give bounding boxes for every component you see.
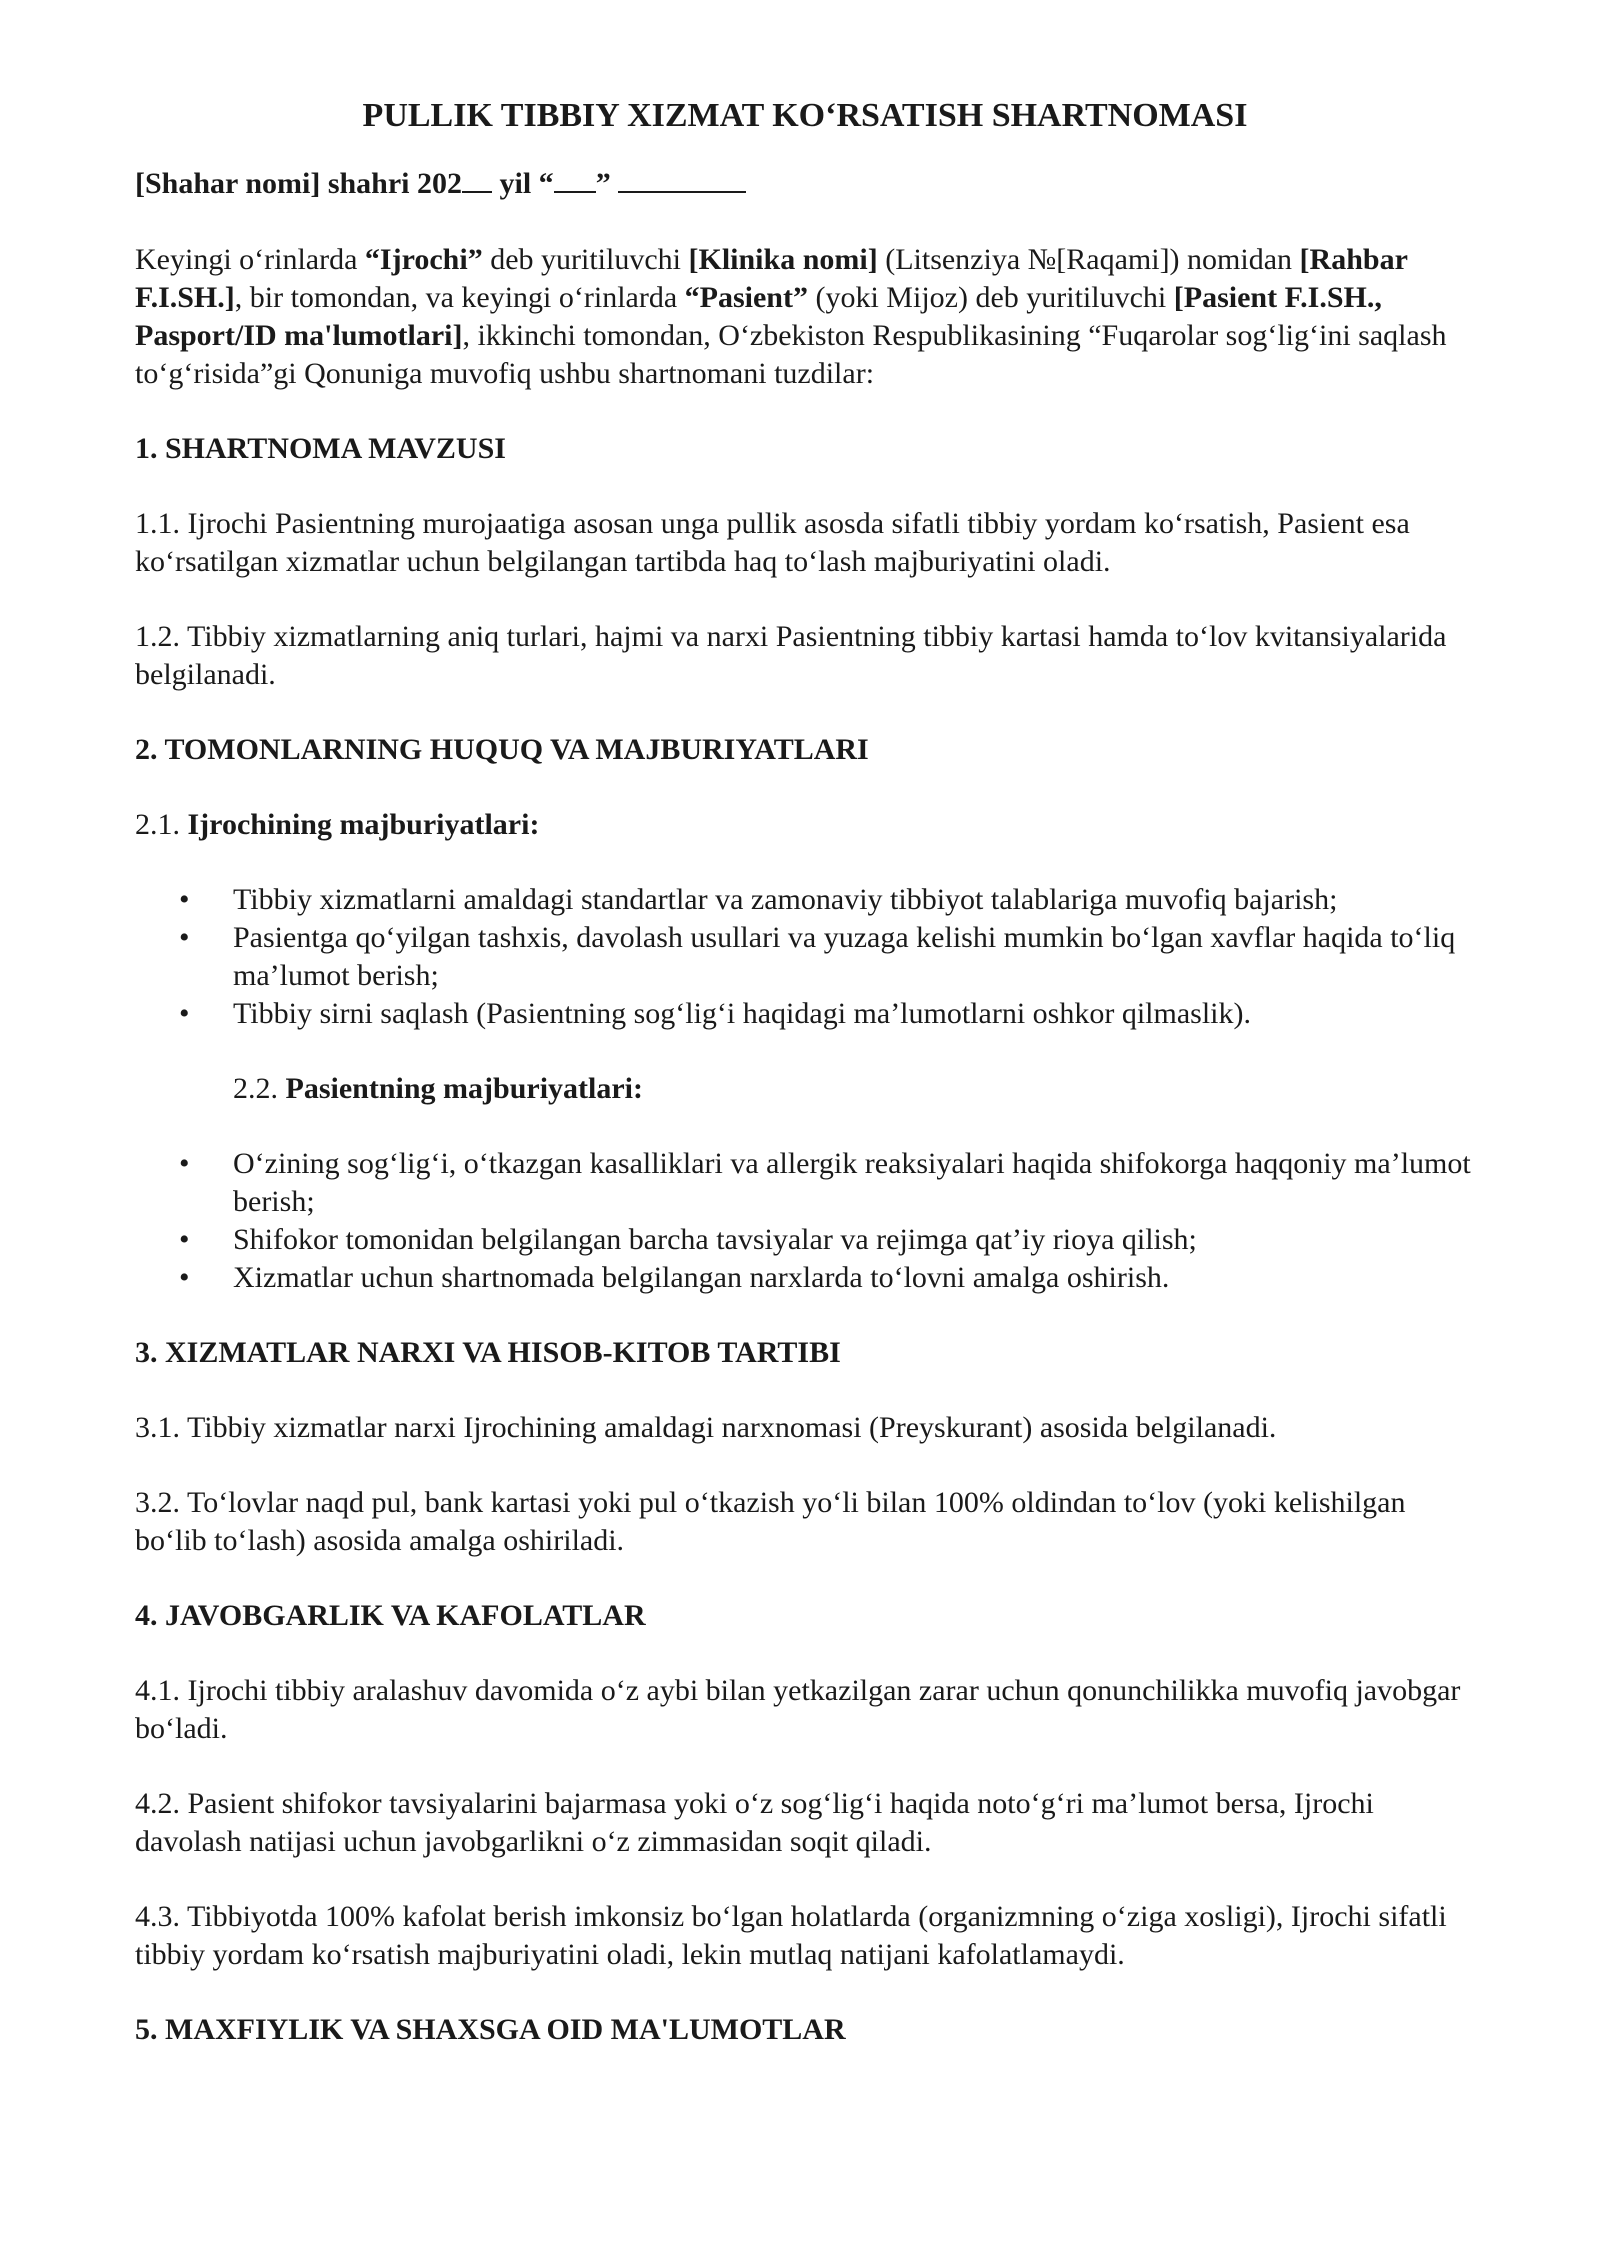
bullet-icon: •	[179, 1147, 190, 1180]
list-item	[135, 995, 1475, 1033]
list-item	[135, 1221, 1475, 1259]
patient-obligations-list	[135, 1145, 1475, 1297]
clause-2-1-label: Ijrochining majburiyatlari:	[187, 808, 540, 841]
list-item	[135, 1145, 1475, 1221]
clause-2-2-label: Pasientning majburiyatlari:	[285, 1072, 643, 1105]
list-item-text: Xizmatlar uchun shartnomada belgilangan narxlarda to‘lovni amalga oshirish.	[233, 1261, 1170, 1294]
list-item-text: Tibbiy sirni saqlash (Pasientning sog‘lig‘i haqidagi ma’lumotlarni oshkor qilmaslik).	[233, 997, 1251, 1030]
executor-obligations-list	[135, 881, 1475, 1033]
section-1-heading: 1. SHARTNOMA MAVZUSI	[135, 432, 506, 465]
date-line	[135, 165, 1475, 203]
section-4-heading: 4. JAVOBGARLIK VA KAFOLATLAR	[135, 1599, 646, 1632]
intro-text-1: Keyingi o‘rinlarda	[135, 243, 365, 276]
clause-2-2-number: 2.2.	[233, 1072, 286, 1105]
list-item	[135, 919, 1475, 995]
year-label: yil “	[499, 167, 554, 200]
year-blank	[462, 167, 492, 193]
bullet-icon: •	[179, 1223, 190, 1256]
list-item-text: Tibbiy xizmatlarni amaldagi standartlar va zamonaviy tibbiyot talablariga muvofiq bajarish;	[233, 883, 1338, 916]
list-item-text: Pasientga qo‘yilgan tashxis, davolash usullari va yuzaga kelishi mumkin bo‘lgan xavflar haqida to‘liq ma’lumot berish;	[233, 921, 1456, 992]
intro-patient-details: [Pasient F.I.SH., Pasport/ID ma'lumotlari]	[135, 281, 1382, 352]
month-blank	[618, 167, 746, 193]
bullet-icon: •	[179, 997, 190, 1030]
document-page	[135, 95, 1475, 2086]
intro-text-4: , bir tomondan, va keyingi o‘rinlarda	[234, 281, 685, 314]
intro-director-name: [Rahbar F.I.SH.]	[135, 243, 1408, 314]
clause-4-2: 4.2. Pasient shifokor tavsiyalarini bajarmasa yoki o‘z sog‘lig‘i haqida noto‘g‘ri ma’lumot bersa, Ijrochi davolash natijasi uchun javobgarlikni o‘z zimmasidan soqit qiladi.	[135, 1787, 1374, 1858]
bullet-icon: •	[179, 1261, 190, 1294]
quote-close: ”	[595, 167, 611, 200]
day-blank	[554, 167, 596, 193]
intro-paragraph	[135, 241, 1475, 393]
clause-2-1-title	[135, 806, 1475, 844]
intro-text-6: , ikkinchi tomondan, O‘zbekiston Respublikasining “Fuqarolar sog‘lig‘ini saqlash to‘g‘risida”gi Qonuniga muvofiq ushbu shartnomani tuzdilar:	[135, 319, 1447, 390]
clause-4-1: 4.1. Ijrochi tibbiy aralashuv davomida o‘z aybi bilan yetkazilgan zarar uchun qonunchilikka muvofiq javobgar bo‘ladi.	[135, 1674, 1461, 1745]
document-title: PULLIK TIBBIY XIZMAT KO‘RSATISH SHARTNOMASI	[362, 97, 1248, 134]
section-3-heading: 3. XIZMATLAR NARXI VA HISOB-KITOB TARTIBI	[135, 1336, 841, 1369]
intro-text-3: (Litsenziya №[Raqami]) nomidan	[877, 243, 1300, 276]
intro-patient-term: “Pasient”	[684, 281, 808, 314]
clause-3-1: 3.1. Tibbiy xizmatlar narxi Ijrochining amaldagi narxnomasi (Preyskurant) asosida belgilanadi.	[135, 1411, 1277, 1444]
clause-2-1-number: 2.1.	[135, 808, 188, 841]
clause-1-2: 1.2. Tibbiy xizmatlarning aniq turlari, hajmi va narxi Pasientning tibbiy kartasi hamda to‘lov kvitansiyalarida belgilanadi.	[135, 620, 1447, 691]
clause-3-2: 3.2. To‘lovlar naqd pul, bank kartasi yoki pul o‘tkazish yo‘li bilan 100% oldindan to‘lov (yoki kelishilgan bo‘lib to‘lash) asosida amalga oshiriladi.	[135, 1486, 1406, 1557]
section-5-heading: 5. MAXFIYLIK VA SHAXSGA OID MA'LUMOTLAR	[135, 2013, 846, 2046]
clause-2-2-title	[135, 1070, 1475, 1108]
city-placeholder: [Shahar nomi] shahri 202	[135, 167, 463, 200]
bullet-icon: •	[179, 921, 190, 954]
list-item	[135, 1259, 1475, 1297]
intro-executor-term: “Ijrochi”	[364, 243, 483, 276]
list-item	[135, 881, 1475, 919]
bullet-icon: •	[179, 883, 190, 916]
intro-text-5: (yoki Mijoz) deb yuritiluvchi	[807, 281, 1174, 314]
section-2-heading: 2. TOMONLARNING HUQUQ VA MAJBURIYATLARI	[135, 733, 869, 766]
clause-4-3: 4.3. Tibbiyotda 100% kafolat berish imkonsiz bo‘lgan holatlarda (organizmning o‘ziga xosligi), Ijrochi sifatli tibbiy yordam ko‘rsatish majburiyatini oladi, lekin mutlaq natijani kafolatlamaydi.	[135, 1900, 1447, 1971]
intro-text-2: deb yuritiluvchi	[482, 243, 689, 276]
list-item-text: Shifokor tomonidan belgilangan barcha tavsiyalar va rejimga qat’iy rioya qilish;	[233, 1223, 1197, 1256]
intro-clinic-name: [Klinika nomi]	[688, 243, 878, 276]
clause-1-1: 1.1. Ijrochi Pasientning murojaatiga asosan unga pullik asosda sifatli tibbiy yordam ko‘rsatish, Pasient esa ko‘rsatilgan xizmatlar uchun belgilangan tartibda haq to‘lash majburiyatini oladi.	[135, 507, 1410, 578]
list-item-text: O‘zining sog‘lig‘i, o‘tkazgan kasalliklari va allergik reaksiyalari haqida shifokorga haqqoniy ma’lumot berish;	[233, 1147, 1471, 1218]
